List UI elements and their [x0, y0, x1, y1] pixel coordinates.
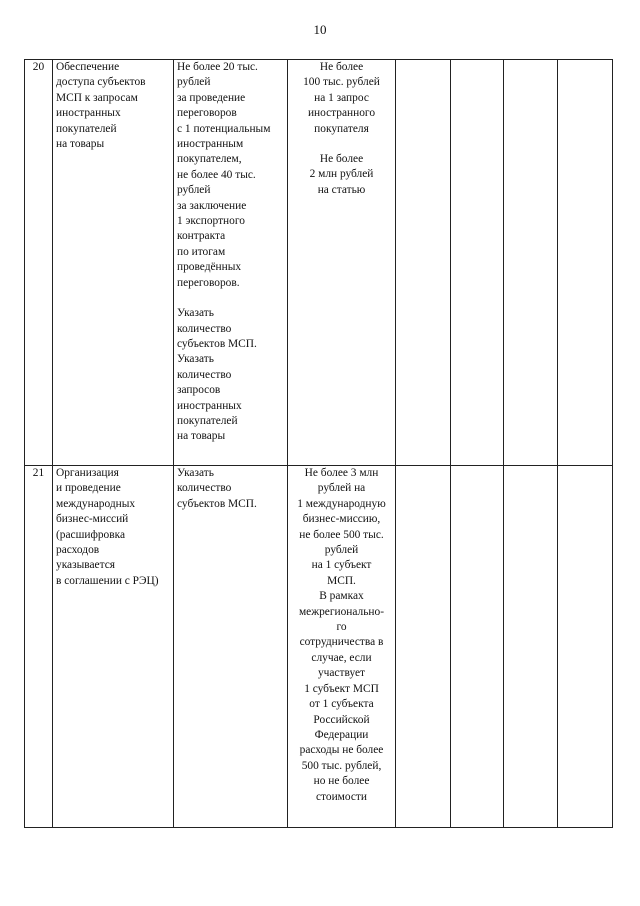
- empty-cell: [396, 466, 451, 828]
- measure-name: Обеспечение доступа субъектов МСП к запросам иностранных покупателей на товары: [53, 60, 174, 466]
- cost-limit-cell: [288, 60, 396, 466]
- page-number: 10: [313, 22, 327, 37]
- empty-cell: [558, 60, 613, 466]
- empty-cell: [396, 60, 451, 466]
- requirement-text: Указать количество субъектов МСП.: [174, 466, 288, 828]
- measure-name: Организация и проведение международных бизнес-миссий (расшифровка расходов указывается в соглашении с РЭЦ): [53, 466, 174, 828]
- requirement-text: Указать количество субъектов МСП. Указать количество запросов иностранных покупателей на товары: [177, 307, 257, 443]
- paragraph-gap: [291, 137, 392, 152]
- empty-cell: [504, 466, 558, 828]
- cost-limit-text: Не более 3 млн рублей на 1 международную бизнес-миссию, не более 500 тыс. рублей на 1 субъект МСП. В рамках межрегионально- го сотрудничества в случае, если участвует 1 субъект МСП от 1 субъекта Российской Федерации расходы не более 500 тыс. рублей, но не более стоимости: [288, 466, 396, 828]
- table-row: [25, 466, 613, 828]
- empty-cell: [451, 60, 504, 466]
- cost-limit-text: Не более 100 тыс. рублей на 1 запрос иностранного покупателя: [303, 61, 380, 135]
- empty-cell: [558, 466, 613, 828]
- cost-limit-text: Не более 2 млн рублей на статью: [309, 153, 374, 196]
- requirements-cell: [174, 60, 288, 466]
- paragraph-gap: [177, 291, 284, 306]
- requirement-text: Не более 20 тыс. рублей за проведение переговоров с 1 потенциальным иностранным покупателем, не более 40 тыс. рублей за заключение 1 экспортного контракта по итогам проведённых переговоров.: [177, 61, 271, 289]
- row-number: 21: [25, 466, 53, 828]
- measures-table: [24, 59, 613, 828]
- empty-cell: [504, 60, 558, 466]
- table-row: [25, 60, 613, 466]
- empty-cell: [451, 466, 504, 828]
- row-number: 20: [25, 60, 53, 466]
